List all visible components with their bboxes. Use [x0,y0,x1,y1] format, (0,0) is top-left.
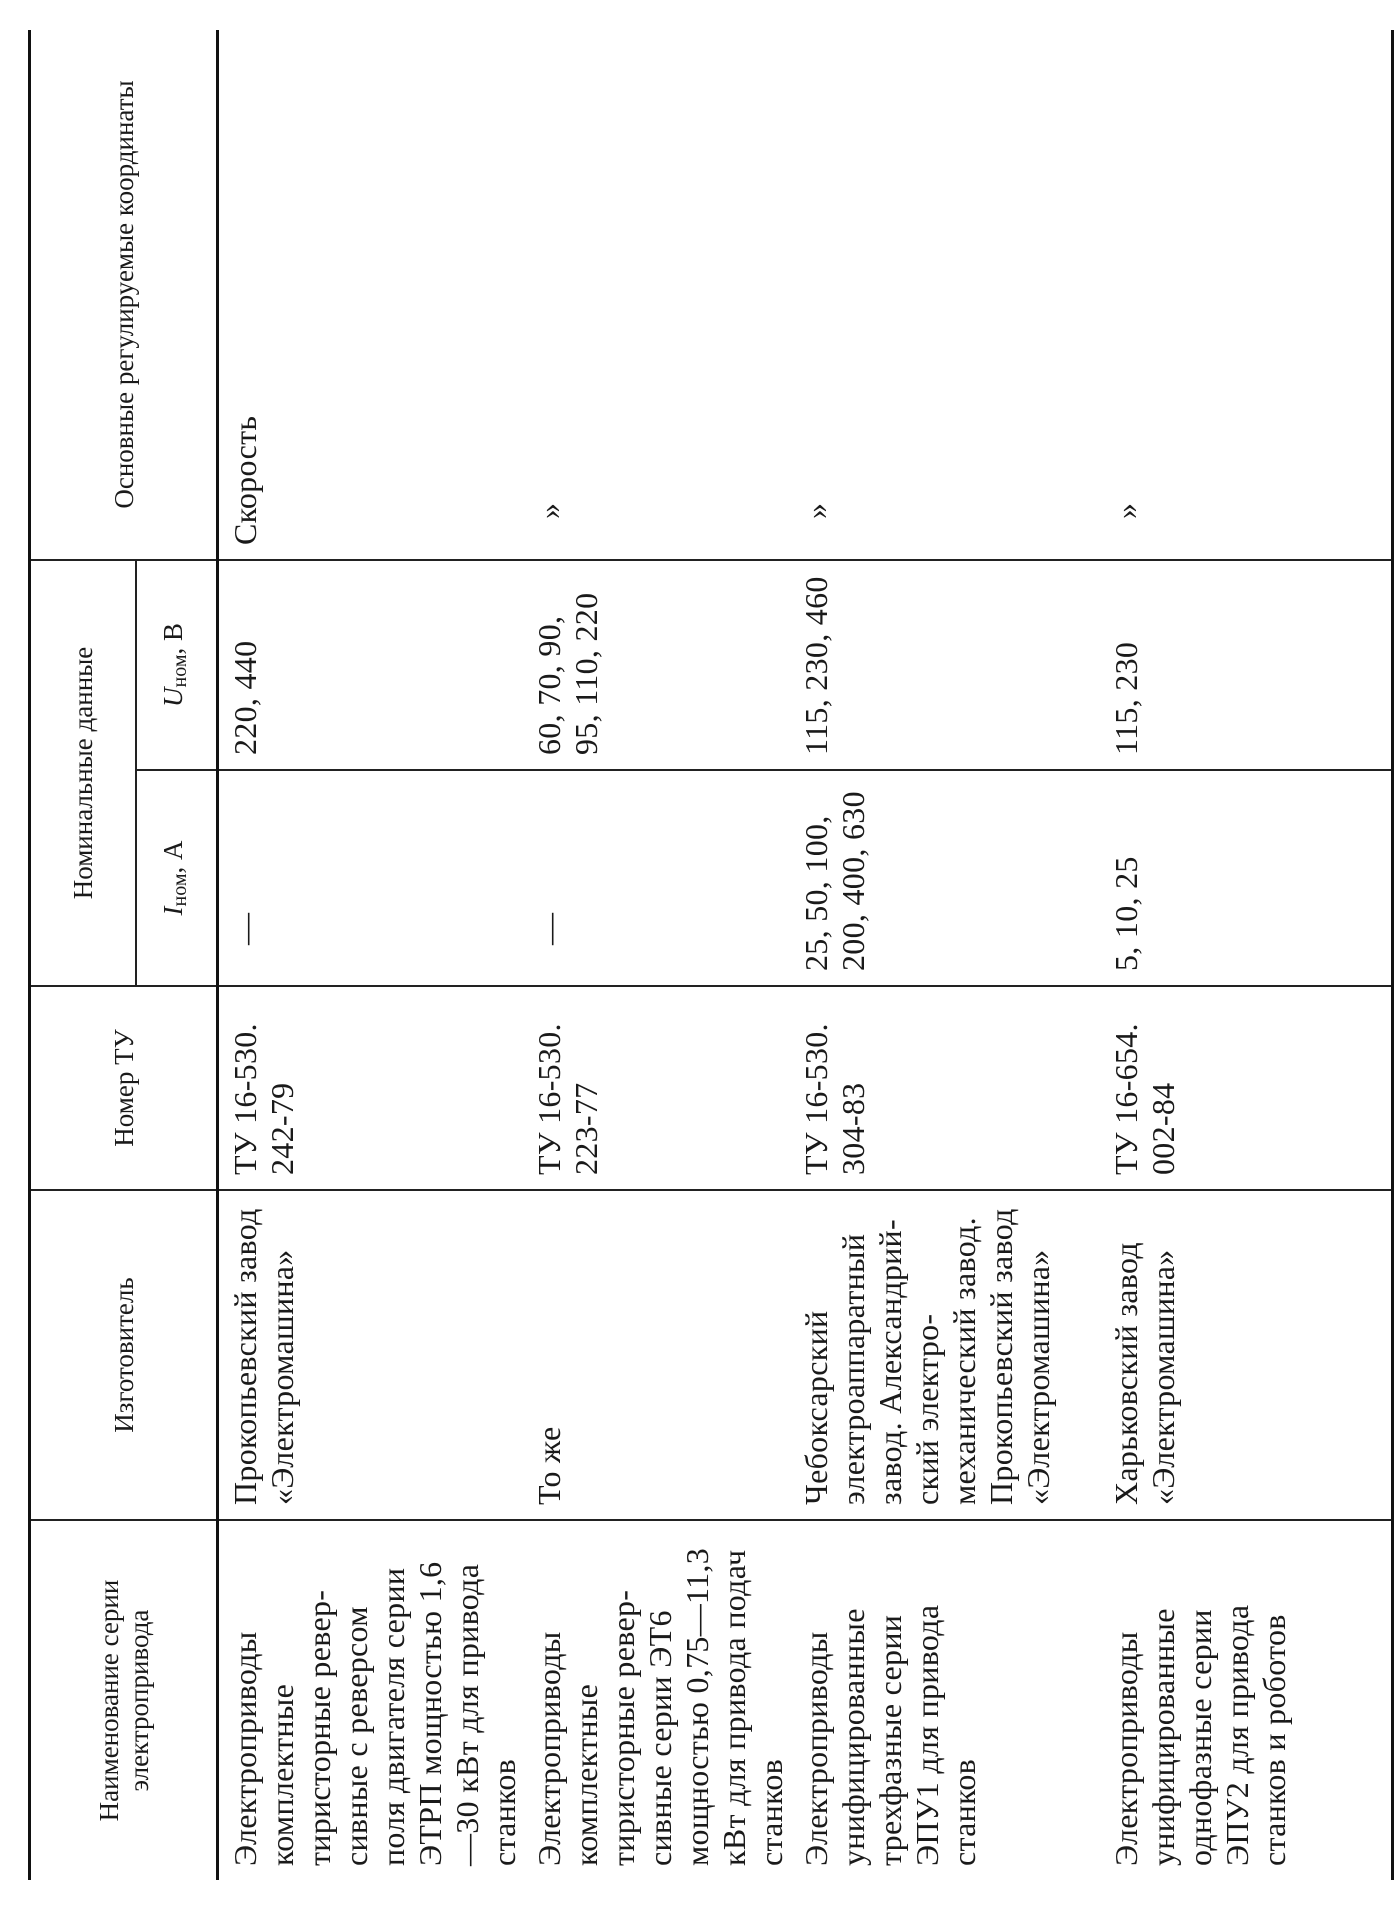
cell-coords: » [790,30,1100,560]
header-nominal-data: Номинальные данные [30,560,136,986]
cell-maker: То же [523,1190,790,1520]
cell-name: Электроприводы комплектные тиристорные реверсивные с реверсом поля двигателя серии ЭТРП мощностью 1,6—30 кВт для привода станков [218,1520,524,1880]
cell-u-nom: 115, 230 [1100,560,1392,770]
u-symbol: U [157,687,188,707]
cell-name: Электроприводы комплектные тиристорные реверсивные серии ЭТ6 мощностью 0,75—11,3 кВт для привода подач станков [523,1520,790,1880]
i-subscript: ном [168,873,191,907]
header-tu: Номер ТУ [30,986,218,1190]
cell-maker: Чебоксарский электроаппаратный завод. Александрийский электромеханический завод. Прокопьевский завод «Электромашина» [790,1190,1100,1520]
cell-name: Электроприводы унифицированные трехфазные серии ЭПУ1 для привода станков [790,1520,1100,1880]
table-row [218,30,524,1880]
i-symbol: I [157,906,188,916]
cell-tu: ТУ 16-530. 242-79 [218,986,524,1190]
u-unit: , В [157,623,188,655]
header-maker: Изготовитель [30,1190,218,1520]
cell-i-nom: — [218,770,524,986]
cell-coords: » [523,30,790,560]
cell-maker: Харьковский завод «Электромашина» [1100,1190,1392,1520]
cell-tu: ТУ 16-530. 304-83 [790,986,1100,1190]
electric-drives-table [28,30,1394,1880]
header-row-top [30,30,136,1880]
header-name: Наименование серии электропривода [30,1520,218,1880]
header-coords: Основные регулируемые координаты [30,30,218,560]
cell-u-nom: 220, 440 [218,560,524,770]
cell-name: Электроприводы унифицированные однофазные серии ЭПУ2 для привода станков и роботов [1100,1520,1392,1880]
cell-coords: » [1100,30,1392,560]
header-i-nom [136,770,218,986]
cell-tu: ТУ 16-530. 223-77 [523,986,790,1190]
header-u-nom [136,560,218,770]
cell-i-nom: — [523,770,790,986]
u-subscript: ном [168,654,191,688]
table-row [523,30,790,1880]
cell-tu: ТУ 16-654. 002-84 [1100,986,1392,1190]
i-unit: , А [157,840,188,874]
table-row [790,30,1100,1880]
rotated-page [28,30,1292,1880]
cell-i-nom: 25, 50, 100, 200, 400, 630 [790,770,1100,986]
cell-u-nom: 60, 70, 90, 95, 110, 220 [523,560,790,770]
cell-coords: Скорость [218,30,524,560]
table-row [1100,30,1392,1880]
cell-i-nom: 5, 10, 25 [1100,770,1392,986]
cell-u-nom: 115, 230, 460 [790,560,1100,770]
cell-maker: Прокопьевский завод «Электромашина» [218,1190,524,1520]
